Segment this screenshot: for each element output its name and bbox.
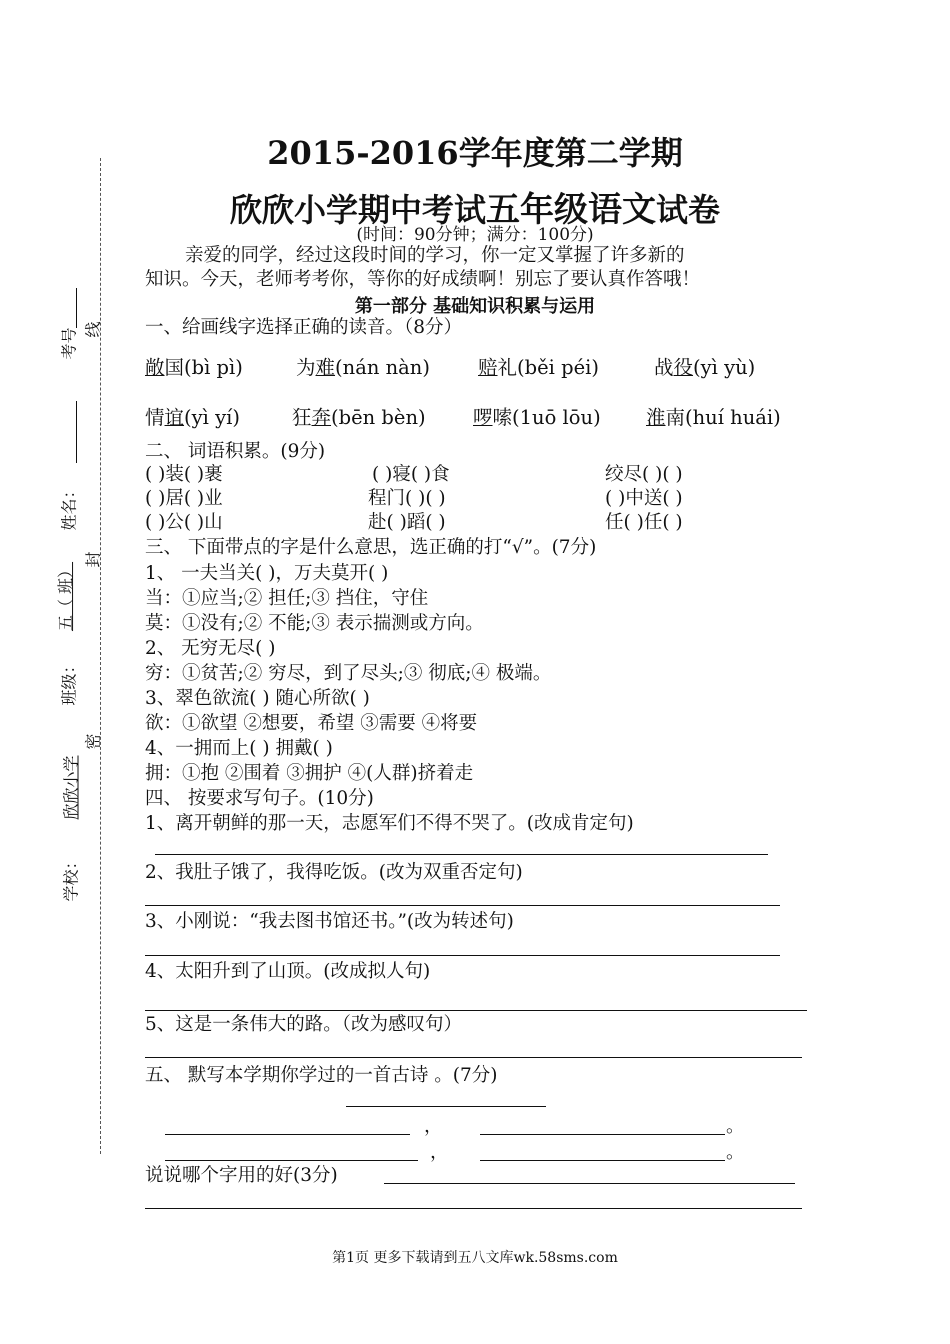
answer-line[interactable] xyxy=(155,854,768,855)
q5-heading: 五、 默写本学期你学过的一首古诗 。(7分) xyxy=(145,1065,498,1086)
poem-comma: ， xyxy=(430,1142,449,1163)
q2-idiom: ( )公( )山 xyxy=(145,512,223,533)
side-school-value: 欣欣小学 xyxy=(61,755,81,820)
q3-line: 拥：①抱 ②围着 ③拥护 ④(人群)挤着走 xyxy=(145,763,474,784)
poem-comma: ， xyxy=(424,1116,443,1137)
answer-line[interactable] xyxy=(145,905,780,906)
answer-line[interactable] xyxy=(145,1208,802,1209)
answer-line[interactable] xyxy=(145,1010,807,1011)
time-info: (时间：90分钟；满分：100分) xyxy=(356,225,594,245)
side-mi-label: 密 xyxy=(83,733,103,750)
intro-line-2: 知识。今天，老师考考你，等你的好成绩啊！别忘了要认真作答哦！ xyxy=(145,269,701,290)
answer-line[interactable] xyxy=(145,1057,802,1058)
exam-title-year: 2015-2016学年度第二学期 xyxy=(267,134,683,172)
q2-idiom: 绞尽( )( ) xyxy=(605,464,683,485)
answer-line[interactable] xyxy=(384,1183,795,1184)
side-id-label: 考号 xyxy=(59,327,79,360)
poem-title-line[interactable] xyxy=(346,1106,546,1107)
page-footer: 第1页 更多下载请到五八文库wk.58sms.com xyxy=(332,1250,618,1266)
poem-line[interactable] xyxy=(165,1134,410,1135)
side-class-label: 班级： xyxy=(59,657,79,706)
q1-pinyin-item: 情谊(yì yí) xyxy=(145,406,240,429)
q1-pinyin-item: 赔礼(běi péi) xyxy=(478,356,599,379)
q3-line: 1、 一夫当关( )，万夫莫开( ) xyxy=(145,563,389,584)
side-school-label: 学校： xyxy=(61,853,81,902)
side-class-value: 五（ 班） xyxy=(56,561,76,632)
q4-item: 3、小刚说：“我去图书馆还书。”(改为转述句) xyxy=(145,911,514,932)
q3-line: 欲：①欲望 ②想要，希望 ③需要 ④将要 xyxy=(145,713,478,734)
q1-heading: 一、给画线字选择正确的读音。（8分） xyxy=(145,317,463,338)
q1-pinyin-item: 啰嗦(1uō lōu) xyxy=(473,406,601,429)
q1-pinyin-item: 狂奔(bēn bèn) xyxy=(292,406,426,429)
q4-item: 2、我肚子饿了，我得吃饭。(改为双重否定句) xyxy=(145,862,523,883)
q3-line: 2、 无穷无尽( ) xyxy=(145,638,276,659)
side-feng-label: 封 xyxy=(83,551,103,568)
q3-line: 3、翠色欲流( ) 随心所欲( ) xyxy=(145,688,370,709)
q3-line: 4、一拥而上( ) 拥戴( ) xyxy=(145,738,333,759)
q2-heading: 二、 词语积累。(9分) xyxy=(145,441,326,462)
side-xian-label: 线 xyxy=(83,321,103,338)
intro-line-1: 亲爱的同学，经过这段时间的学习，你一定又掌握了许多新的 xyxy=(185,245,685,266)
q4-item: 4、太阳升到了山顶。(改成拟人句) xyxy=(145,961,431,982)
q1-pinyin-item: 淮南(huí huái) xyxy=(646,406,781,429)
q4-item: 1、离开朝鲜的那一天，志愿军们不得不哭了。(改成肯定句) xyxy=(145,813,634,834)
q1-pinyin-item: 为难(nán nàn) xyxy=(296,356,430,379)
q2-idiom: 程门( )( ) xyxy=(368,488,446,509)
side-name-line xyxy=(76,401,77,463)
q4-item: 5、这是一条伟大的路。（改为感叹句） xyxy=(145,1014,463,1035)
q3-line: 莫：①没有;② 不能;③ 表示揣测或方向。 xyxy=(145,613,484,634)
q2-idiom: ( )寝( )食 xyxy=(372,464,450,485)
q2-idiom: 任( )任( ) xyxy=(605,512,683,533)
q5-comment-prompt: 说说哪个字用的好(3分) xyxy=(145,1165,338,1186)
q4-heading: 四、 按要求写句子。(10分) xyxy=(145,788,374,809)
q3-line: 当：①应当;② 担任;③ 挡住，守住 xyxy=(145,588,429,609)
exam-title-main: 欣欣小学期中考试五年级语文试卷 xyxy=(229,190,721,230)
q1-pinyin-item: 敞国(bì pì) xyxy=(145,356,243,379)
part1-heading: 第一部分 基础知识积累与运用 xyxy=(354,296,596,317)
poem-line[interactable] xyxy=(480,1134,725,1135)
q2-idiom: 赴( )蹈( ) xyxy=(368,512,446,533)
side-name-label: 姓名： xyxy=(59,482,79,531)
poem-line[interactable] xyxy=(480,1160,725,1161)
q3-heading: 三、 下面带点的字是什么意思，选正确的打“√”。(7分) xyxy=(145,537,597,558)
q1-pinyin-item: 战役(yì yù) xyxy=(654,356,756,379)
poem-period: 。 xyxy=(726,1116,745,1137)
q2-idiom: ( )居( )业 xyxy=(145,488,223,509)
poem-period: 。 xyxy=(726,1142,745,1163)
q3-line: 穷：①贫苦;② 穷尽，到了尽头;③ 彻底;④ 极端。 xyxy=(145,663,552,684)
answer-line[interactable] xyxy=(145,955,780,956)
q2-idiom: ( )中送( ) xyxy=(605,488,683,509)
q2-idiom: ( )装( )裹 xyxy=(145,464,223,485)
poem-line[interactable] xyxy=(165,1160,418,1161)
